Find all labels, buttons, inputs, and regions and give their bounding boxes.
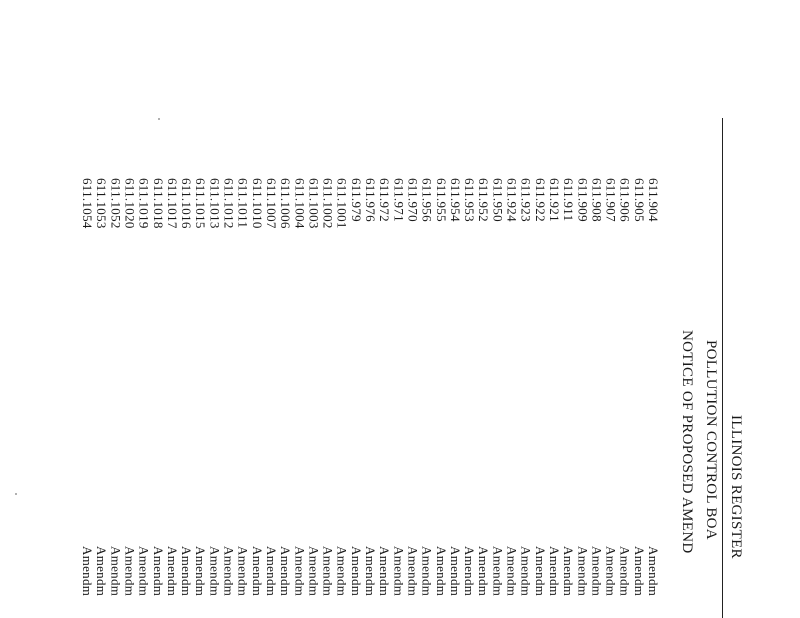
section-action: Amendm: [617, 546, 633, 597]
section-number: 611.911: [561, 178, 577, 222]
section-action: Amendm: [504, 546, 520, 597]
section-number: 611.907: [603, 178, 619, 222]
section-number: 611.1015: [193, 178, 209, 229]
section-number: 611.1003: [306, 178, 322, 229]
section-number: 611.952: [476, 178, 492, 222]
section-number: 611.971: [391, 178, 407, 222]
notice-title: NOTICE OF PROPOSED AMEND: [679, 330, 695, 554]
section-number: 611.1020: [122, 178, 138, 229]
section-number: 611.1019: [136, 178, 152, 229]
register-title: ILLINOIS REGISTER: [728, 415, 744, 559]
section-action: Amendm: [122, 546, 138, 597]
section-number: 611.1053: [94, 178, 110, 229]
section-action: Amendm: [405, 546, 421, 597]
section-action: Amendm: [207, 546, 223, 597]
section-number: 611.979: [348, 178, 364, 222]
section-action: Amendm: [433, 546, 449, 597]
section-action: Amendm: [476, 546, 492, 597]
scan-speck: [158, 118, 160, 120]
section-number: 611.1016: [179, 178, 195, 229]
section-action: Amendm: [631, 546, 647, 597]
section-action: Amendm: [334, 546, 350, 597]
section-action: Amendm: [561, 546, 577, 597]
section-action: Amendm: [575, 546, 591, 597]
section-action: Amendm: [221, 546, 237, 597]
section-number: 611.1012: [221, 178, 237, 229]
section-action: Amendm: [490, 546, 506, 597]
section-number: 611.956: [419, 178, 435, 222]
section-action: Amendm: [589, 546, 605, 597]
section-number: 611.950: [490, 178, 506, 222]
section-action: Amendm: [235, 546, 251, 597]
section-number: 611.1017: [164, 178, 180, 229]
section-number: 611.976: [363, 178, 378, 222]
section-number: 611.922: [532, 178, 548, 222]
section-action: Amendm: [292, 546, 308, 597]
section-action: Amendm: [532, 546, 548, 597]
section-action: Amendm: [518, 546, 534, 597]
section-action: Amendm: [193, 546, 209, 597]
section-number: 611.970: [405, 178, 421, 222]
section-action: Amendm: [150, 546, 166, 597]
section-action: Amendm: [108, 546, 124, 597]
section-action: Amendm: [462, 546, 477, 597]
section-action: Amendm: [263, 546, 279, 597]
header-rule: [722, 118, 723, 618]
board-title: POLLUTION CONTROL BOA: [703, 340, 719, 540]
section-number: 611.954: [447, 178, 463, 222]
section-number: 611.1001: [334, 178, 350, 229]
section-number: 611.908: [589, 178, 605, 222]
scan-speck: [15, 493, 17, 495]
section-number: 611.923: [518, 178, 534, 222]
section-action: Amendm: [419, 546, 435, 597]
section-number: 611.1054: [80, 178, 95, 229]
section-action: Amendm: [603, 546, 619, 597]
section-action: Amendm: [320, 546, 336, 597]
section-number: 611.905: [631, 178, 647, 222]
section-number: 611.953: [462, 178, 477, 222]
section-number: 611.1013: [207, 178, 223, 229]
section-action: Amendm: [363, 546, 378, 597]
section-action: Amendm: [94, 546, 110, 597]
section-number: 611.909: [575, 178, 591, 222]
section-number: 611.1018: [150, 178, 166, 229]
section-number: 611.955: [433, 178, 449, 222]
section-number: 611.904: [646, 178, 661, 222]
section-action: Amendm: [278, 546, 294, 597]
section-action: Amendm: [306, 546, 322, 597]
section-number: 611.1007: [263, 178, 279, 229]
section-number: 611.921: [547, 178, 562, 222]
section-action: Amendm: [179, 546, 195, 597]
section-action: Amendm: [164, 546, 180, 597]
section-action: Amendm: [377, 546, 393, 597]
section-action: Amendm: [646, 546, 661, 597]
section-number: 611.1010: [249, 178, 265, 229]
section-number: 611.1011: [235, 178, 251, 229]
section-number: 611.1052: [108, 178, 124, 229]
section-action: Amendm: [136, 546, 152, 597]
section-number: 611.1006: [278, 178, 294, 229]
section-number: 611.1002: [320, 178, 336, 229]
section-action: Amendm: [348, 546, 364, 597]
section-number: 611.924: [504, 178, 520, 222]
section-action: Amendm: [447, 546, 463, 597]
section-action: Amendm: [547, 546, 562, 597]
section-action: Amendm: [249, 546, 265, 597]
section-action: Amendm: [80, 546, 95, 597]
section-number: 611.1004: [292, 178, 308, 229]
section-action: Amendm: [391, 546, 407, 597]
section-number: 611.972: [377, 178, 393, 222]
section-number: 611.906: [617, 178, 633, 222]
